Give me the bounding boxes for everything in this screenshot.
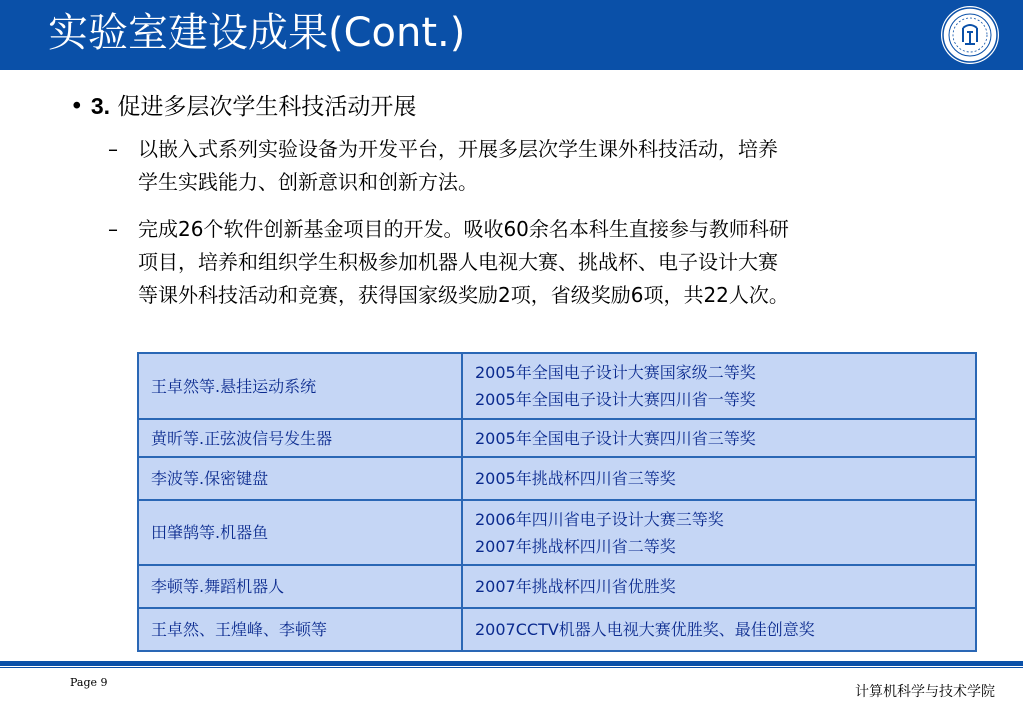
project-cell: 黄昕等.正弦波信号发生器 (138, 419, 462, 457)
award-cell (462, 500, 976, 565)
main-bullet-heading (70, 88, 416, 121)
award-line: 2005年全国电子设计大赛国家级二等奖 (475, 363, 756, 382)
award-line: 2006年四川省电子设计大赛三等奖 (475, 509, 724, 529)
heading-number: 3. (90, 93, 111, 119)
page-number: Page 9 (70, 676, 108, 689)
sub-bullet-1 (108, 133, 988, 199)
footer-divider (0, 661, 1023, 666)
table-row (138, 608, 976, 651)
sub-bullet-line: 等课外科技活动和竞赛，获得国家级奖励2项，省级奖励6项，共22人次。 (138, 283, 789, 307)
title-bar (0, 0, 1023, 70)
award-cell (462, 565, 976, 608)
project-cell: 王卓然、王煌峰、李顿等 (138, 608, 462, 651)
heading-text: 促进多层次学生科技活动开展 (110, 94, 417, 120)
sub-bullet-line: 以嵌入式系列实验设备为开发平台，开展多层次学生课外科技活动，培养 (138, 137, 778, 161)
project-cell: 李顿等.舞蹈机器人 (138, 565, 462, 608)
award-line: 2007年挑战杯四川省优胜奖 (475, 577, 676, 596)
award-line: 2005年全国电子设计大赛四川省三等奖 (475, 428, 756, 448)
award-cell (462, 419, 976, 457)
award-line: 2007CCTV机器人电视大赛优胜奖、最佳创意奖 (475, 620, 815, 639)
award-line: 2005年全国电子设计大赛四川省一等奖 (475, 390, 756, 409)
sub-bullet-line: 项目，培养和组织学生积极参加机器人电视大赛、挑战杯、电子设计大赛 (138, 250, 778, 274)
award-line: 2007年挑战杯四川省二等奖 (475, 536, 676, 556)
table-row (138, 353, 976, 419)
footer-divider-thin (0, 667, 1023, 668)
sub-bullet-2 (108, 213, 988, 312)
table-row (138, 419, 976, 457)
university-seal-icon (941, 6, 999, 64)
award-cell (462, 608, 976, 651)
sub-bullet-line: 完成26个软件创新基金项目的开发。吸收60余名本科生直接参与教师科研 (138, 217, 789, 241)
project-cell: 李波等.保密键盘 (138, 457, 462, 500)
dash-marker: – (108, 137, 118, 161)
slide-title: 实验室建设成果(Cont.) (48, 10, 466, 56)
college-name: 计算机科学与技术学院 (855, 684, 995, 700)
table-row (138, 457, 976, 500)
table-row (138, 565, 976, 608)
award-cell (462, 353, 976, 419)
project-cell: 王卓然等.悬挂运动系统 (138, 353, 462, 419)
project-cell: 田肇鹄等.机器鱼 (138, 500, 462, 565)
dash-marker: – (108, 217, 118, 241)
award-line: 2005年挑战杯四川省三等奖 (475, 469, 676, 488)
table-row (138, 500, 976, 565)
award-cell (462, 457, 976, 500)
sub-bullet-line: 学生实践能力、创新意识和创新方法。 (138, 170, 478, 194)
awards-table (137, 352, 977, 652)
bullet-dot: • (70, 94, 84, 120)
